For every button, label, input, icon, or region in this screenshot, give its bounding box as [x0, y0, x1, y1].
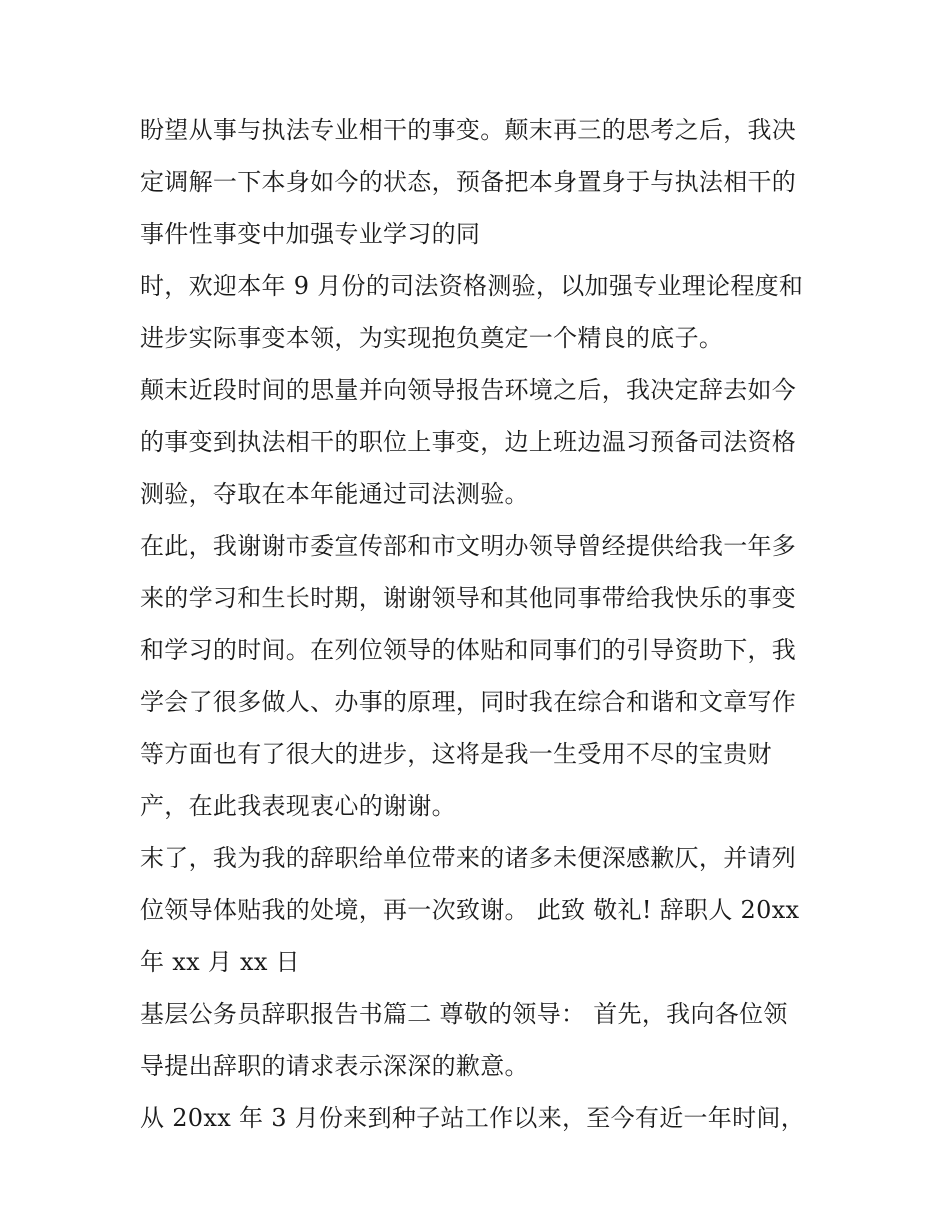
- text-line: 进步实际事变本领，为实现抱负奠定一个精良的底子。: [140, 324, 724, 352]
- text-line: 导提出辞职的请求表示深深的歉意。: [140, 1052, 529, 1080]
- text-line: 基层公务员辞职报告书篇二 尊敬的领导： 首先，我向各位领: [140, 1000, 788, 1028]
- text-line: 的事变到执法相干的职位上事变，边上班边温习预备司法资格: [140, 428, 797, 456]
- text-line: 和学习的时间。在列位领导的体贴和同事们的引导资助下，我: [140, 636, 797, 664]
- document-body: [140, 108, 820, 1148]
- text-line: 时，欢迎本年 9 月份的司法资格测验，以加强专业理论程度和: [140, 272, 804, 300]
- text-line: 从 20xx 年 3 月份来到种子站工作以来，至今有近一年时间，: [140, 1104, 805, 1132]
- text-line: 位领导体贴我的处境，再一次致谢。 此致 敬礼! 辞职人 20xx: [140, 896, 800, 924]
- text-line: 末了，我为我的辞职给单位带来的诸多未便深感歉仄，并请列: [140, 844, 797, 872]
- text-line: 产，在此我表现衷心的谢谢。: [140, 792, 456, 820]
- text-line: 定调解一下本身如今的状态，预备把本身置身于与执法相干的: [140, 168, 797, 196]
- text-line: 测验，夺取在本年能通过司法测验。: [140, 480, 529, 508]
- text-line: 颠末近段时间的思量并向领导报告环境之后，我决定辞去如今: [140, 376, 797, 404]
- text-line: 学会了很多做人、办事的原理，同时我在综合和谐和文章写作: [140, 688, 797, 716]
- text-line: 年 xx 月 xx 日: [140, 948, 300, 976]
- text-line: 等方面也有了很大的进步，这将是我一生受用不尽的宝贵财: [140, 740, 772, 768]
- text-line: 事件性事变中加强专业学习的同: [140, 220, 481, 248]
- text-line: 盼望从事与执法专业相干的事变。颠末再三的思考之后，我决: [140, 116, 797, 144]
- text-line: 在此，我谢谢市委宣传部和市文明办领导曾经提供给我一年多: [140, 532, 797, 560]
- text-line: 来的学习和生长时期，谢谢领导和其他同事带给我快乐的事变: [140, 584, 797, 612]
